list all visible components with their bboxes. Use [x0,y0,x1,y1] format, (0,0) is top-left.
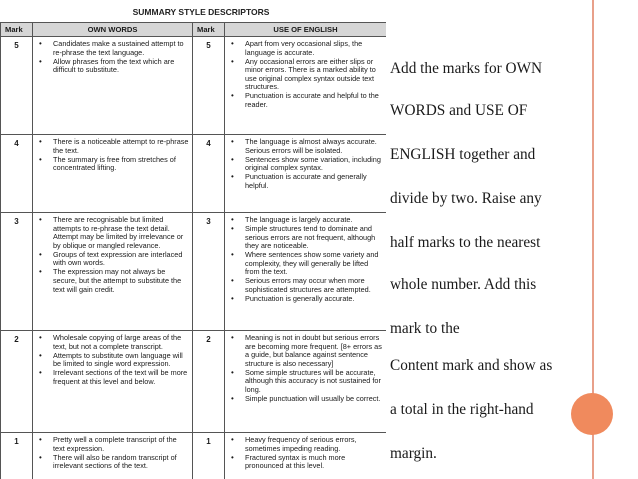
descriptor-bullet: • Punctuation is accurate and helpful to the reader. [227,92,384,109]
header-use-of-english: USE OF ENGLISH [225,23,387,37]
own-words-cell-list [35,216,190,294]
descriptor-bullet: • Sentences show some variation, including original complex syntax. [227,156,384,173]
instruction-line: WORDS and USE OF [390,102,528,119]
mark-cell: 4 [1,135,33,213]
table-row [1,213,387,331]
table-row [1,331,387,433]
descriptor-bullet: • Wholesale copying of large areas of the text, but not a complete transcript. [35,334,190,351]
header-own-words: OWN WORDS [33,23,193,37]
header-mark-2: Mark [193,23,225,37]
mark-cell-2: 5 [193,37,225,135]
mark-cell-2: 2 [193,331,225,433]
own-words-cell-list [35,40,190,75]
instruction-line: a total in the right-hand [390,401,534,418]
own-words-cell-list [35,436,190,471]
own-words-cell [33,331,193,433]
descriptor-bullet: • Some simple structures will be accurate, although this accuracy is not sustained for long. [227,369,384,395]
mark-cell: 5 [1,37,33,135]
descriptor-bullet: • Serious errors may occur when more sophisticated structures are attempted. [227,277,384,294]
instruction-line: divide by two. Raise any [390,190,542,207]
instruction-line: mark to the [390,320,460,337]
own-words-cell [33,135,193,213]
instruction-line: half marks to the nearest [390,234,541,251]
descriptor-bullet: • Pretty well a complete transcript of the text expression. [35,436,190,453]
own-words-cell [33,37,193,135]
mark-cell-2: 3 [193,213,225,331]
use-of-english-cell [225,433,387,479]
use-of-english-cell-list [227,40,384,110]
use-of-english-cell [225,331,387,433]
descriptor-bullet: • There will also be random transcript of irrelevant sections of the text. [35,454,190,471]
table-row [1,135,387,213]
mark-cell: 2 [1,331,33,433]
descriptor-bullet: • Irrelevant sections of the text will be more frequent at this level and below. [35,369,190,386]
descriptor-bullet: • Allow phrases from the text which are difficult to substitute. [35,58,190,75]
own-words-cell-list [35,138,190,173]
descriptor-bullet: • Fractured syntax is much more pronounced at this level. [227,454,384,471]
mark-cell-2: 1 [193,433,225,479]
own-words-cell [33,213,193,331]
descriptor-bullet: • There is a noticeable attempt to re-phrase the text. [35,138,190,155]
descriptor-bullet: • Candidates make a sustained attempt to re-phrase the text language. [35,40,190,57]
instruction-line: Content mark and show as [390,357,553,374]
use-of-english-cell-list [227,138,384,190]
descriptor-bullet: • Meaning is not in doubt but serious errors are becoming more frequent. [8+ errors as a guide, but balance against sentence structure is also necessary] [227,334,384,368]
table-row [1,433,387,479]
use-of-english-cell-list [227,334,384,404]
descriptor-bullet: • Punctuation is accurate and generally helpful. [227,173,384,190]
descriptor-bullet: • Simple punctuation will usually be correct. [227,395,384,404]
table-row [1,37,387,135]
instruction-line: ENGLISH together and [390,146,536,163]
table-header-row [1,23,387,37]
descriptor-bullet: • Attempts to substitute own language will be limited to single word expression. [35,352,190,369]
descriptor-bullet: • Any occasional errors are either slips or minor errors. There is a marked ability to use original complex syntax outside text structures. [227,58,384,92]
descriptor-bullet: • The language is largely accurate. [227,216,384,225]
descriptor-bullet: • Punctuation is generally accurate. [227,295,384,304]
mark-cell: 3 [1,213,33,331]
descriptor-bullet: • There are recognisable but limited attempts to re-phrase the text detail. Attempt may be limited by irrelevance or by oblique or mangled relevance. [35,216,190,250]
instruction-line: Add the marks for OWN [390,60,543,77]
descriptor-bullet: • The summary is free from stretches of concentrated lifting. [35,156,190,173]
descriptor-bullet: • The language is almost always accurate. Serious errors will be isolated. [227,138,384,155]
descriptor-bullet: • Simple structures tend to dominate and serious errors are not frequent, although they are noticeable. [227,225,384,251]
mark-cell-2: 4 [193,135,225,213]
use-of-english-cell [225,37,387,135]
descriptor-bullet: • Heavy frequency of serious errors, sometimes impeding reading. [227,436,384,453]
descriptor-bullet: • The expression may not always be secure, but the attempt to substitute the text will gain credit. [35,268,190,294]
use-of-english-cell [225,213,387,331]
use-of-english-cell-list [227,436,384,471]
own-words-cell-list [35,334,190,386]
descriptor-bullet: • Apart from very occasional slips, the language is accurate. [227,40,384,57]
descriptor-bullet: • Groups of text expression are interlaced with own words. [35,251,190,268]
descriptor-table [0,22,387,479]
decorative-accent-circle [571,393,613,435]
use-of-english-cell-list [227,216,384,304]
mark-cell: 1 [1,433,33,479]
own-words-cell [33,433,193,479]
instruction-line: margin. [390,445,437,462]
table-title: SUMMARY STYLE DESCRIPTORS [132,7,270,17]
use-of-english-cell [225,135,387,213]
header-mark: Mark [1,23,33,37]
instruction-line: whole number. Add this [390,276,537,293]
descriptor-bullet: • Where sentences show some variety and complexity, they will generally be lifted from the text. [227,251,384,277]
